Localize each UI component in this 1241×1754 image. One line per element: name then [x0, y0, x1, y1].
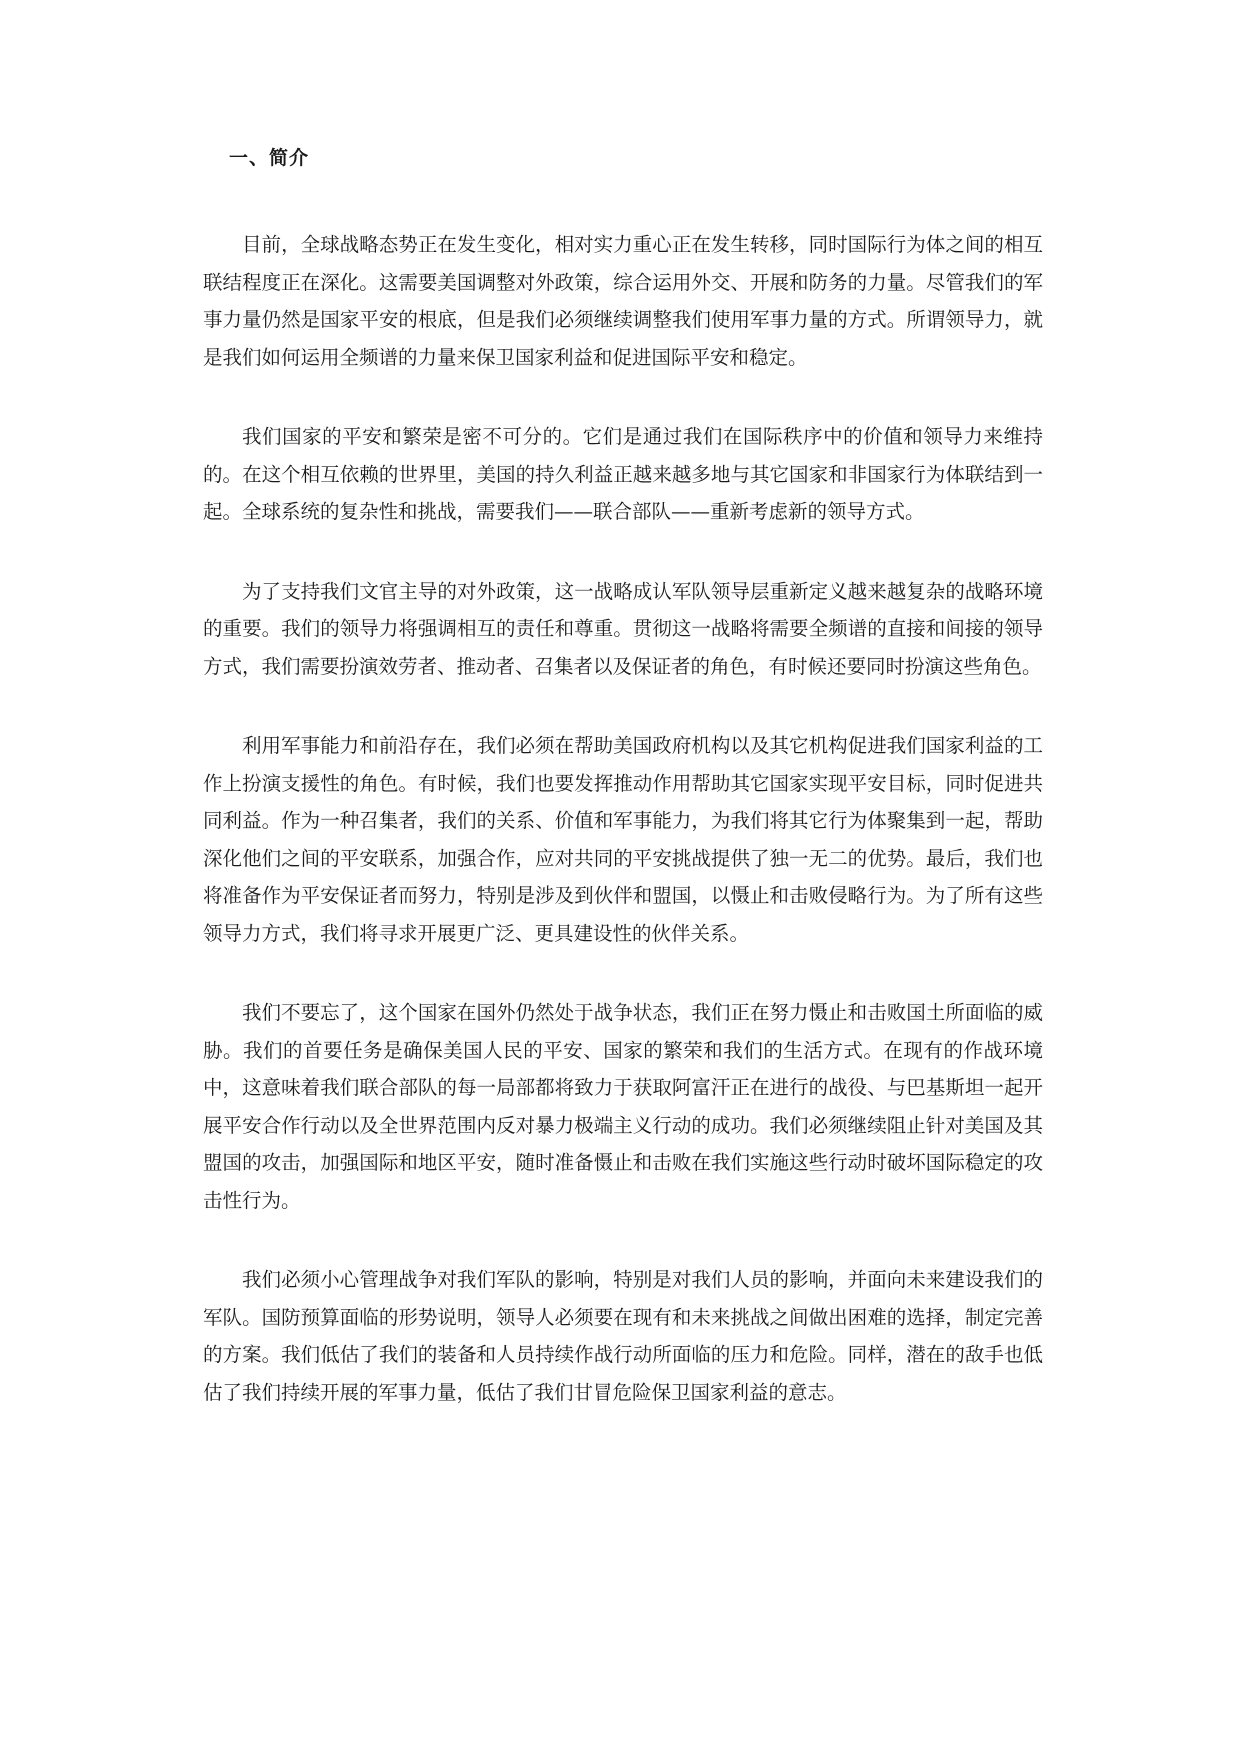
- paragraph-5: 我们不要忘了，这个国家在国外仍然处于战争状态，我们正在努力慑止和击败国土所面临的威胁。我们的首要任务是确保美国人民的平安、国家的繁荣和我们的生活方式。在现有的作战环境中，这意味着我们联合部队的每一局部都将致力于获取阿富汗正在进行的战役、与巴基斯坦一起开展平安合作行动以及全世界范围内反对暴力极端主义行动的成功。我们必须继续阻止针对美国及其盟国的攻击，加强国际和地区平安，随时准备慑止和击败在我们实施这些行动时破坏国际稳定的攻击性行为。: [203, 1001, 1043, 1212]
- paragraph-3: 为了支持我们文官主导的对外政策，这一战略成认军队领导层重新定义越来越复杂的战略环境的重要。我们的领导力将强调相互的责任和尊重。贯彻这一战略将需要全频谱的直接和间接的领导方式，我们需要扮演效劳者、推动者、召集者以及保证者的角色，有时候还要同时扮演这些角色。: [203, 579, 1043, 678]
- paragraph-4: 利用军事能力和前沿存在，我们必须在帮助美国政府机构以及其它机构促进我们国家利益的工作上扮演支援性的角色。有时候，我们也要发挥推动作用帮助其它国家实现平安目标，同时促进共同利益。作为一种召集者，我们的关系、价值和军事能力，为我们将其它行为体聚集到一起，帮助深化他们之间的平安联系，加强合作，应对共同的平安挑战提供了独一无二的优势。最后，我们也将准备作为平安保证者而努力，特别是涉及到伙伴和盟国，以慑止和击败侵略行为。为了所有这些领导力方式，我们将寻求开展更广泛、更具建设性的伙伴关系。: [203, 734, 1043, 945]
- paragraph-2: 我们国家的平安和繁荣是密不可分的。它们是通过我们在国际秩序中的价值和领导力来维持的。在这个相互依赖的世界里，美国的持久利益正越来越多地与其它国家和非国家行为体联结到一起。全球系统的复杂性和挑战，需要我们——联合部队——重新考虑新的领导方式。: [203, 425, 1043, 523]
- paragraph-6: 我们必须小心管理战争对我们军队的影响，特别是对我们人员的影响，并面向未来建设我们的军队。国防预算面临的形势说明，领导人必须要在现有和未来挑战之间做出困难的选择，制定完善的方案。我们低估了我们的装备和人员持续作战行动所面临的压力和危险。同样，潜在的敌手也低估了我们持续开展的军事力量，低估了我们甘冒危险保卫国家利益的意志。: [203, 1268, 1043, 1404]
- paragraph-1: 目前，全球战略态势正在发生变化，相对实力重心正在发生转移，同时国际行为体之间的相互联结程度正在深化。这需要美国调整对外政策，综合运用外交、开展和防务的力量。尽管我们的军事力量仍然是国家平安的根底，但是我们必须继续调整我们使用军事力量的方式。所谓领导力，就是我们如何运用全频谱的力量来保卫国家利益和促进国际平安和稳定。: [203, 233, 1043, 369]
- section-heading: 一、简介: [229, 147, 310, 169]
- document-page: [203, 138, 1043, 1453]
